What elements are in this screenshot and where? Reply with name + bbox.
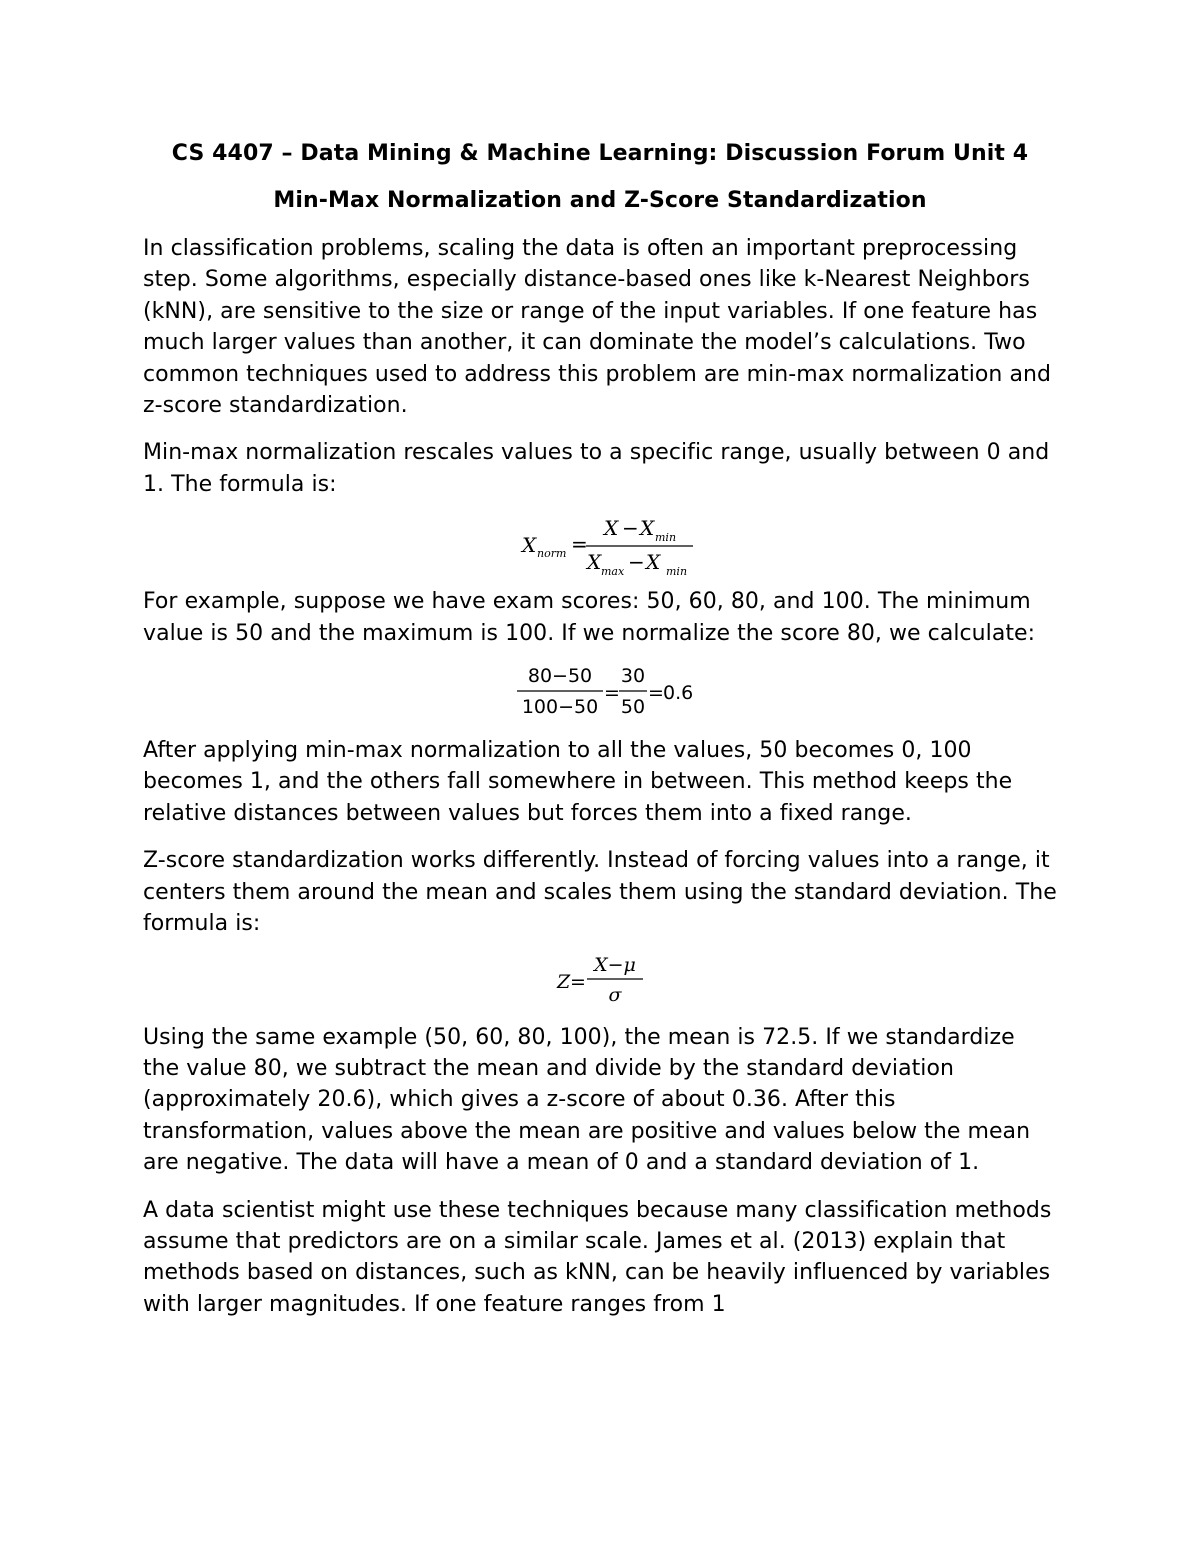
eq-ex-den2: 50 (620, 696, 646, 719)
paragraph-intro: In classification problems, scaling the data is often an important preprocessing step. Some algorithms, especially distance-based ones like k-Nearest Neighbors (kNN), are sensitive to the size or range of the input variables. If one feature has much larger values than another, it can dominate the model’s calculations. Two common techniques used to address this problem are min-max normalization and z-score standardization. (143, 236, 1052, 419)
paragraph-why-scale: A data scientist might use these techniques because many classification methods assume that predictors are on a similar scale. James et al. (2013) explain that methods based on distances, such as kNN, can be heavily influenced by variables with larger magnitudes. If one feature ranges from 1 (143, 1197, 1052, 1317)
equation-minmax-svg (500, 514, 700, 579)
paragraph-minmax-intro: Min-max normalization rescales values to a specific range, usually between 0 and 1. The formula is: (143, 440, 1050, 497)
eq-ex-den1: 100−50 (521, 696, 599, 719)
eq-num-xmin-sub: min (655, 531, 677, 545)
equation-minmax (143, 514, 1057, 579)
eq-den-xmax-sub: max (601, 565, 625, 579)
paragraph-after-applying: After applying min-max normalization to all the values, 50 becomes 0, 100 becomes 1, and the others fall somewhere in between. This method keeps the relative distances between values but forces them into a fixed range. (143, 738, 1013, 826)
paragraph-example: For example, suppose we have exam scores: 50, 60, 80, and 100. The minimum value is 50 and the maximum is 100. If we normalize the score 80, we calculate: (143, 589, 1036, 646)
eq-ex-equals1: = (604, 682, 620, 705)
eq-num-x: X (604, 516, 619, 541)
equation-zscore (143, 952, 1057, 1008)
eq-den-xmax: X (587, 550, 602, 575)
document-subtitle: Min-Max Normalization and Z-Score Standardization (273, 188, 927, 213)
eq-equals: = (571, 532, 588, 557)
eq-z-equals: = (570, 970, 586, 993)
equation-example-svg (510, 661, 694, 721)
eq-den-minus: − (628, 550, 645, 575)
eq-lhs-sub: norm (537, 547, 567, 561)
eq-z-numerator: X−μ (594, 953, 636, 976)
paragraph-zscore-example: Using the same example (50, 60, 80, 100), the mean is 72.5. If we standardize the value 80, we subtract the mean and divide by the standard deviation (approximately 20.6), which gives a z-score of about 0.36. After this transformation, values above the mean are positive and values below the mean are negative. The data will have a mean of 0 and a standard deviation of 1. (143, 1024, 1031, 1176)
eq-num-minus: − (622, 516, 639, 541)
eq-z-denominator: σ (608, 983, 622, 1006)
eq-num-xmin: X (640, 516, 655, 541)
eq-ex-num1: 80−50 (527, 665, 593, 688)
eq-lhs-x: X (522, 533, 537, 558)
paragraph-zscore-intro: Z-score standardization works differently. Instead of forcing values into a range, it centers them around the mean and scales them using the standard deviation. The formula is: (143, 848, 1057, 937)
equation-zscore-svg (545, 952, 655, 1008)
eq-den-xmin: X (646, 550, 661, 575)
eq-ex-equals2: = (648, 682, 664, 705)
document-title: CS 4407 – Data Mining & Machine Learning: Discussion Forum Unit 4 (171, 141, 1029, 166)
document-page (143, 138, 1057, 1336)
equation-example (143, 661, 1057, 721)
eq-z-lhs: Z (557, 970, 571, 993)
eq-den-xmin-sub: min (666, 565, 688, 579)
eq-ex-result: 0.6 (663, 682, 694, 705)
eq-ex-num2: 30 (620, 665, 646, 688)
